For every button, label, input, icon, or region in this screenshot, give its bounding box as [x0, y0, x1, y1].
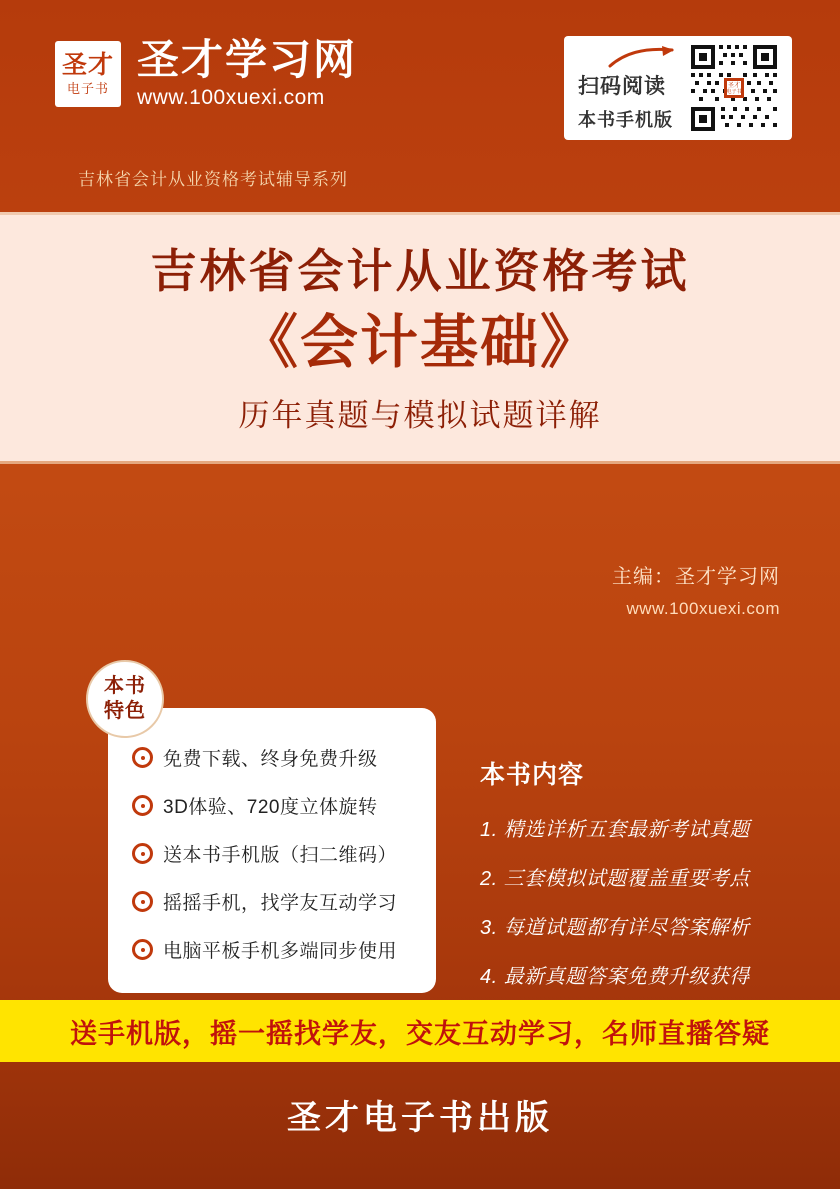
brand-name: 圣才学习网	[137, 36, 358, 83]
editor-label: 主编：圣才学习网	[612, 566, 780, 588]
feature-label: 3D体验、720度立体旋转	[163, 797, 378, 818]
brand-url: www.100xuexi.com	[137, 86, 325, 110]
promo-banner-text: 送手机版，摇一摇找学友，交友互动学习，名师直播答疑	[70, 1018, 770, 1049]
logo-mark-top: 圣才	[61, 51, 114, 80]
bullet-ring-icon	[132, 843, 153, 864]
feature-badge-line2: 特色	[104, 700, 146, 722]
exam-title: 吉林省会计从业资格考试	[150, 245, 690, 297]
list-item: 2. 三套模拟试题覆盖重要考点	[480, 868, 750, 890]
feature-card	[108, 708, 436, 993]
qr-badge-line2: 本书手机版	[578, 110, 673, 130]
qr-badge[interactable]	[564, 36, 792, 140]
series-label: 吉林省会计从业资格考试辅导系列	[78, 170, 348, 189]
svg-text:电子书: 电子书	[726, 89, 742, 95]
cover-header	[0, 0, 840, 212]
list-item	[108, 936, 436, 963]
feature-badge	[86, 660, 164, 738]
book-title: 《会计基础》	[239, 309, 600, 375]
feature-badge-line1: 本书	[104, 675, 146, 697]
list-item	[108, 840, 436, 867]
brand-logo	[55, 38, 357, 110]
arrow-icon	[608, 46, 678, 68]
feature-label: 电脑平板手机多端同步使用	[163, 941, 398, 962]
list-item	[108, 792, 436, 819]
qr-badge-text	[570, 44, 688, 132]
logo-mark-icon	[55, 41, 121, 107]
qr-badge-line1: 扫码阅读	[578, 75, 666, 98]
logo-mark-bottom: 电子书	[66, 81, 109, 97]
bullet-ring-icon	[132, 795, 153, 816]
author-block	[612, 560, 780, 619]
feature-label: 摇摇手机，找学友互动学习	[163, 893, 398, 914]
author-url: www.100xuexi.com	[626, 599, 780, 618]
promo-banner	[0, 1000, 840, 1062]
bullet-ring-icon	[132, 891, 153, 912]
list-item: 4. 最新真题答案免费升级获得	[480, 966, 750, 988]
brand-text	[137, 38, 357, 110]
book-subtitle: 历年真题与模拟试题详解	[238, 397, 602, 433]
contents-title: 本书内容	[480, 761, 585, 789]
feature-label: 送本书手机版（扫二维码）	[163, 845, 398, 866]
list-item	[108, 744, 436, 771]
bullet-ring-icon	[132, 747, 153, 768]
list-item	[108, 888, 436, 915]
title-panel	[0, 212, 840, 464]
list-item: 3. 每道试题都有详尽答案解析	[480, 917, 750, 939]
feature-label: 免费下载、终身免费升级	[163, 749, 378, 770]
bullet-ring-icon	[132, 939, 153, 960]
svg-text:圣才: 圣才	[727, 83, 741, 89]
qr-code-icon	[688, 42, 780, 134]
publisher-label: 圣才电子书出版	[287, 1100, 553, 1137]
list-item: 1. 精选详析五套最新考试真题	[480, 819, 750, 841]
contents-block	[480, 755, 800, 1009]
